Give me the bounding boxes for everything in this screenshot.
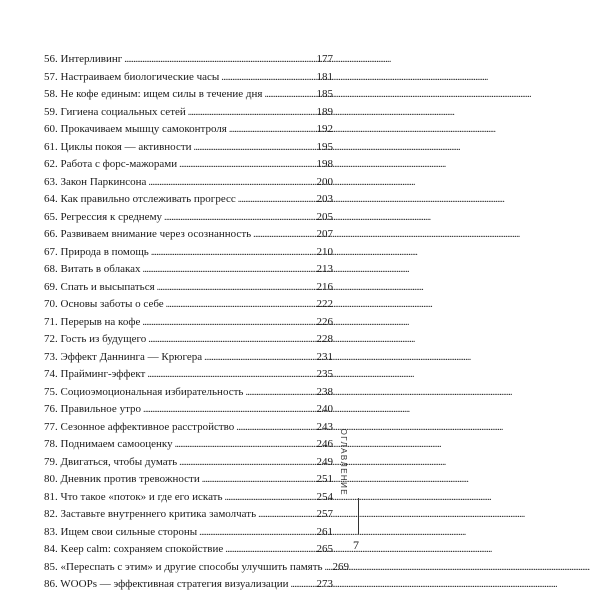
toc-entry-title: 59. Гигиена социальных сетей — [44, 105, 186, 118]
toc-entry-page: 181 — [316, 70, 333, 83]
dot-leader — [148, 174, 314, 192]
toc-entry-title: 56. Интерливинг — [44, 53, 123, 65]
toc-entry — [44, 86, 333, 104]
toc-entry — [44, 104, 333, 122]
toc-entry-title: 75. Социоэмоциональная избирательность — [44, 385, 244, 398]
toc-entry-page: 216 — [316, 280, 333, 293]
dot-leader — [199, 524, 314, 542]
toc-entry-page: 203 — [316, 193, 333, 205]
page-number: 7 — [353, 538, 359, 552]
toc-entry-title: 70. Основы заботы о себе — [44, 298, 164, 310]
toc-entry-title: 80. Дневник против тревожности — [44, 473, 200, 485]
toc-entry-title: 64. Как правильно отслеживать прогресс — [44, 193, 236, 205]
toc-entry-page: 265 — [316, 543, 333, 555]
toc-entry-page: 213 — [316, 263, 333, 275]
toc-entry — [44, 69, 333, 87]
dot-leader — [148, 331, 314, 349]
toc-entry-title: 76. Правильное утро — [44, 403, 142, 415]
toc-entry-page: 269 — [332, 560, 350, 573]
toc-entry — [44, 436, 333, 454]
toc-entry-page: 177 — [316, 53, 333, 65]
toc-entry — [44, 261, 333, 279]
toc-entry-page: 192 — [316, 123, 333, 135]
dot-leader — [166, 296, 315, 314]
toc-entry — [44, 191, 333, 209]
toc-entry — [44, 314, 333, 332]
dot-leader — [143, 401, 314, 419]
toc-entry — [44, 296, 333, 314]
toc-entry-title: 57. Настраиваем биологические часы — [44, 70, 220, 83]
toc-entry-page: 226 — [316, 315, 333, 328]
toc-entry-page: 228 — [316, 333, 333, 345]
toc-entry — [44, 541, 333, 559]
toc-entry-page: 235 — [316, 368, 333, 380]
section-label: ОГЛАВЛЕНИЕ — [339, 428, 348, 496]
toc-entry-page: 231 — [316, 350, 333, 363]
dot-leader — [245, 384, 314, 402]
toc-entry-title: 71. Перерыв на кофе — [44, 315, 141, 328]
toc-entry-page: 200 — [316, 175, 333, 188]
toc-entry-title: 83. Ищем свои сильные стороны — [44, 525, 198, 538]
dot-leader — [258, 506, 314, 524]
toc-entry-page: 210 — [316, 245, 333, 258]
dot-leader — [194, 139, 315, 157]
toc-entry-page: 198 — [316, 158, 333, 170]
dot-leader — [325, 559, 331, 577]
toc-entry-title: 85. «Переспать с этим» и другие способы улучшить память — [44, 560, 323, 573]
dot-leader — [229, 121, 315, 139]
toc-entry — [44, 524, 333, 542]
dot-leader — [236, 419, 314, 437]
toc-entry-title: 68. Витать в облаках — [44, 263, 141, 275]
toc-entry-page: 251 — [316, 473, 333, 485]
toc-entry — [44, 471, 333, 489]
toc-entry-page: 205 — [316, 210, 333, 223]
toc-entry-page: 238 — [316, 385, 333, 398]
dot-leader — [157, 279, 315, 297]
dot-leader — [202, 471, 315, 489]
toc-entry — [44, 279, 333, 297]
toc-entry — [44, 226, 333, 244]
toc-entry — [44, 489, 333, 507]
toc-entry-title: 62. Работа с форс-мажорами — [44, 158, 178, 170]
toc-entry — [44, 559, 350, 577]
toc-entry — [44, 576, 333, 594]
dot-leader — [179, 156, 314, 174]
toc-entry — [44, 454, 333, 472]
toc-entry-title: 79. Двигаться, чтобы думать — [44, 455, 178, 468]
toc-entry-title: 69. Спать и высыпаться — [44, 280, 155, 293]
toc-entry — [44, 366, 333, 384]
dot-leader — [188, 104, 315, 122]
toc-entry-title: 84. Keep calm: сохраняем спокойствие — [44, 543, 224, 555]
toc-entry-page: 249 — [316, 455, 333, 468]
toc-entry-page: 185 — [316, 88, 333, 100]
toc-entry-page: 189 — [316, 105, 333, 118]
toc-entry — [44, 244, 333, 262]
dot-leader — [142, 314, 314, 332]
toc-entry-title: 65. Регрессия к среднему — [44, 210, 163, 223]
dot-leader — [253, 226, 314, 244]
dot-leader — [151, 244, 315, 262]
dot-leader — [147, 366, 314, 384]
dot-leader — [225, 489, 315, 507]
toc-entry-page: 261 — [316, 525, 333, 538]
toc-entry — [44, 331, 333, 349]
toc-entry — [44, 121, 333, 139]
dot-leader — [264, 86, 314, 104]
toc-entry-title: 78. Поднимаем самооценку — [44, 438, 173, 450]
toc-entry — [44, 419, 333, 437]
toc-entry-title: 67. Природа в помощь — [44, 245, 149, 258]
toc-entry — [44, 349, 333, 367]
toc-entry — [44, 156, 333, 174]
toc-entry-title: 60. Прокачиваем мышцу самоконтроля — [44, 123, 227, 135]
toc-entry-page: 246 — [316, 438, 333, 450]
toc-entry-page: 273 — [316, 578, 333, 590]
toc-entry-title: 72. Гость из будущего — [44, 333, 147, 345]
dot-leader — [225, 541, 314, 559]
toc-entry-title: 58. Не кофе единым: ищем силы в течение дня — [44, 88, 263, 100]
toc-entry-title: 82. Заставьте внутреннего критика замолчать — [44, 508, 257, 520]
toc-entry-page: 240 — [316, 403, 333, 415]
toc-entry — [44, 401, 333, 419]
dot-leader — [179, 454, 314, 472]
toc-entry-page: 222 — [316, 298, 333, 310]
dot-leader — [175, 436, 315, 454]
toc-entry-title: 73. Эффект Даннинга — Крюгера — [44, 350, 203, 363]
toc-entry — [44, 384, 333, 402]
toc-entry-title: 66. Развиваем внимание через осознанность — [44, 228, 252, 240]
toc-entry-title: 74. Прайминг-эффект — [44, 368, 146, 380]
dot-leader — [143, 261, 315, 279]
section-divider — [358, 498, 359, 534]
toc-entry-page: 207 — [316, 228, 333, 240]
toc-entry-title: 77. Сезонное аффективное расстройство — [44, 420, 235, 433]
dot-leader — [204, 349, 314, 367]
toc-entry-page: 254 — [316, 490, 333, 503]
dot-leader — [221, 69, 314, 87]
toc-entry — [44, 174, 333, 192]
toc-entry — [44, 51, 333, 69]
dot-leader — [124, 51, 314, 69]
toc-entry-title: 81. Что такое «поток» и где его искать — [44, 490, 223, 503]
toc-entry-page: 195 — [316, 140, 333, 153]
dot-leader — [290, 576, 314, 594]
toc-entry-title: 86. WOOPs — эффективная стратегия визуализации — [44, 578, 289, 590]
dot-leader — [164, 209, 314, 227]
toc-entry — [44, 209, 333, 227]
dot-leader — [238, 191, 315, 209]
toc-entry — [44, 139, 333, 157]
toc-entry — [44, 506, 333, 524]
toc-entry-title: 61. Циклы покоя — активности — [44, 140, 192, 153]
toc-entry-title: 63. Закон Паркинсона — [44, 175, 147, 188]
toc-entry-page: 257 — [316, 508, 333, 520]
toc-entry-page: 243 — [316, 420, 333, 433]
